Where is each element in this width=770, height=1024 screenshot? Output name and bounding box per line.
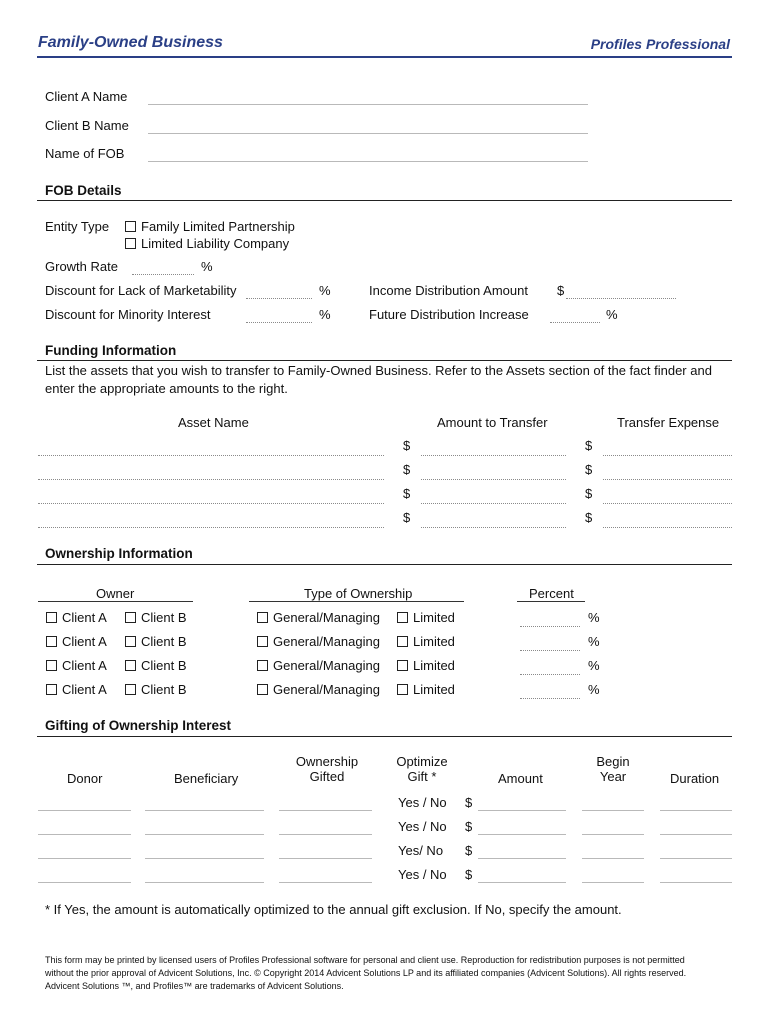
- owner-client-a[interactable]: [46, 610, 107, 625]
- col-optimize-gift: Optimize Gift *: [396, 754, 448, 784]
- type-general-managing-label: General/Managing: [273, 634, 380, 649]
- col-percent: Percent: [529, 586, 574, 601]
- funding-instructions-2: enter the appropriate amounts to the right.: [45, 381, 288, 396]
- owner-client-a[interactable]: [46, 658, 107, 673]
- dollar-sign: $: [465, 819, 473, 834]
- col-begin-year: Begin Year: [596, 754, 630, 784]
- percent-sign: %: [606, 307, 618, 322]
- col-donor: Donor: [67, 771, 103, 786]
- percent-sign: %: [588, 610, 600, 625]
- checkbox-icon[interactable]: [46, 612, 57, 623]
- percent-field[interactable]: [520, 650, 580, 651]
- col-ownership-gifted: Ownership Gifted: [295, 754, 359, 784]
- checkbox-icon[interactable]: [125, 660, 136, 671]
- owner-client-b-label: Client B: [141, 610, 187, 625]
- amount-transfer-field[interactable]: [421, 527, 566, 528]
- beneficiary-field[interactable]: [145, 858, 264, 859]
- owner-client-b[interactable]: [125, 610, 187, 625]
- owner-client-a[interactable]: [46, 682, 107, 697]
- owner-client-b-label: Client B: [141, 682, 187, 697]
- checkbox-icon[interactable]: [46, 660, 57, 671]
- gift-amount-field[interactable]: [478, 858, 566, 859]
- asset-name-field[interactable]: [38, 527, 384, 528]
- section-rule: [37, 736, 732, 737]
- percent-sign: %: [201, 259, 213, 274]
- beneficiary-field[interactable]: [145, 834, 264, 835]
- beneficiary-field[interactable]: [145, 882, 264, 883]
- col-type-ownership: Type of Ownership: [304, 586, 413, 601]
- transfer-expense-field[interactable]: [603, 479, 732, 480]
- checkbox-icon[interactable]: [397, 684, 408, 695]
- ownership-gifted-field[interactable]: [279, 858, 372, 859]
- income-distribution-field[interactable]: [566, 298, 676, 299]
- checkbox-icon[interactable]: [125, 238, 136, 249]
- checkbox-icon[interactable]: [397, 660, 408, 671]
- growth-rate-label: Growth Rate: [45, 259, 118, 274]
- income-distribution-label: Income Distribution Amount: [369, 283, 528, 298]
- footer-line: without the prior approval of Advicent Solutions, Inc. © Copyright 2014 Advicent Solutions LP and its affiliated companies (Advicent Solutions). All rights reserved.: [45, 968, 687, 978]
- entity-option-flp[interactable]: Family Limited Partnership: [125, 219, 295, 234]
- dollar-sign: $: [557, 283, 565, 298]
- owner-client-b-label: Client B: [141, 658, 187, 673]
- client-a-label: Client A Name: [45, 89, 128, 104]
- percent-sign: %: [588, 658, 600, 673]
- checkbox-icon[interactable]: [125, 221, 136, 232]
- dollar-sign: $: [585, 486, 593, 501]
- donor-field[interactable]: [38, 834, 131, 835]
- entity-option-llc[interactable]: Limited Liability Company: [125, 236, 289, 251]
- section-title-funding: Funding Information: [45, 343, 177, 358]
- growth-rate-field[interactable]: [132, 274, 194, 275]
- checkbox-icon[interactable]: [257, 684, 268, 695]
- percent-sign: %: [588, 634, 600, 649]
- col-type-rule: [249, 601, 464, 602]
- section-rule: [37, 200, 732, 201]
- client-a-field[interactable]: [148, 104, 588, 105]
- dollar-sign: $: [465, 867, 473, 882]
- type-limited-label: Limited: [413, 682, 455, 697]
- owner-client-a-label: Client A: [62, 658, 107, 673]
- type-limited-label: Limited: [413, 634, 455, 649]
- checkbox-icon[interactable]: [257, 636, 268, 647]
- beneficiary-field[interactable]: [145, 810, 264, 811]
- section-rule: [37, 360, 732, 361]
- duration-field[interactable]: [660, 882, 732, 883]
- dollar-sign: $: [585, 462, 593, 477]
- dollar-sign: $: [403, 510, 411, 525]
- percent-sign: %: [588, 682, 600, 697]
- optimize-yes-no[interactable]: Yes/ No: [398, 843, 444, 858]
- page-title: Family-Owned Business: [38, 34, 223, 51]
- dollar-sign: $: [403, 462, 411, 477]
- dollar-sign: $: [585, 438, 593, 453]
- fob-name-field[interactable]: [148, 161, 588, 162]
- owner-client-a[interactable]: [46, 634, 107, 649]
- amount-transfer-field[interactable]: [421, 479, 566, 480]
- fob-name-label: Name of FOB: [45, 146, 125, 161]
- ownership-gifted-field[interactable]: [279, 810, 372, 811]
- owner-client-a-label: Client A: [62, 610, 107, 625]
- col-asset-name: Asset Name: [178, 415, 249, 430]
- dollar-sign: $: [465, 843, 473, 858]
- percent-field[interactable]: [520, 674, 580, 675]
- future-distribution-field[interactable]: [550, 322, 600, 323]
- type-general-managing-label: General/Managing: [273, 610, 380, 625]
- duration-field[interactable]: [660, 858, 732, 859]
- transfer-expense-field[interactable]: [603, 503, 732, 504]
- asset-name-field[interactable]: [38, 455, 384, 456]
- type-general-managing-label: General/Managing: [273, 682, 380, 697]
- type-general-managing[interactable]: [257, 658, 380, 673]
- checkbox-icon[interactable]: [46, 684, 57, 695]
- discount-minority-field[interactable]: [246, 322, 312, 323]
- type-limited-label: Limited: [413, 658, 455, 673]
- type-general-managing[interactable]: [257, 610, 380, 625]
- discount-marketability-label: Discount for Lack of Marketability: [45, 283, 237, 298]
- type-limited[interactable]: [397, 610, 455, 625]
- header-rule: [37, 56, 732, 58]
- col-beneficiary: Beneficiary: [174, 771, 239, 786]
- checkbox-icon[interactable]: [257, 660, 268, 671]
- ownership-gifted-field[interactable]: [279, 834, 372, 835]
- section-rule: [37, 564, 732, 565]
- owner-client-b-label: Client B: [141, 634, 187, 649]
- optimize-yes-no[interactable]: Yes / No: [398, 819, 447, 834]
- footer-line: This form may be printed by licensed users of Profiles Professional software for personal and client use. Reproduction for redistribution purposes is not permitted: [45, 955, 685, 965]
- checkbox-icon[interactable]: [397, 636, 408, 647]
- col-amount: Amount: [498, 771, 543, 786]
- checkbox-icon[interactable]: [257, 612, 268, 623]
- col-owner-rule: [38, 601, 193, 602]
- optimize-yes-no[interactable]: Yes / No: [398, 867, 447, 882]
- dollar-sign: $: [403, 438, 411, 453]
- checkbox-icon[interactable]: [125, 636, 136, 647]
- begin-year-field[interactable]: [582, 810, 644, 811]
- client-b-label: Client B Name: [45, 118, 129, 133]
- owner-client-b[interactable]: [125, 682, 187, 697]
- dollar-sign: $: [465, 795, 473, 810]
- percent-sign: %: [319, 283, 331, 298]
- duration-field[interactable]: [660, 810, 732, 811]
- optimize-yes-no[interactable]: Yes / No: [398, 795, 447, 810]
- type-limited[interactable]: [397, 682, 455, 697]
- entity-type-label: Entity Type: [45, 219, 110, 234]
- asset-name-field[interactable]: [38, 479, 384, 480]
- type-general-managing[interactable]: [257, 682, 380, 697]
- owner-client-a-label: Client A: [62, 634, 107, 649]
- future-distribution-label: Future Distribution Increase: [369, 307, 529, 322]
- client-b-field[interactable]: [148, 133, 588, 134]
- ownership-gifted-field[interactable]: [279, 882, 372, 883]
- discount-marketability-field[interactable]: [246, 298, 312, 299]
- gifting-note: * If Yes, the amount is automatically optimized to the annual gift exclusion. If No, specify the amount.: [45, 902, 622, 917]
- col-owner: Owner: [96, 586, 135, 601]
- percent-field[interactable]: [520, 698, 580, 699]
- donor-field[interactable]: [38, 858, 131, 859]
- amount-transfer-field[interactable]: [421, 503, 566, 504]
- col-amount-transfer: Amount to Transfer: [437, 415, 548, 430]
- checkbox-icon[interactable]: [46, 636, 57, 647]
- brand-name: Profiles Professional: [590, 36, 730, 52]
- gift-amount-field[interactable]: [478, 882, 566, 883]
- transfer-expense-field[interactable]: [603, 455, 732, 456]
- percent-field[interactable]: [520, 626, 580, 627]
- footer-line: Advicent Solutions ™, and Profiles™ are trademarks of Advicent Solutions.: [45, 981, 344, 991]
- donor-field[interactable]: [38, 810, 131, 811]
- dollar-sign: $: [403, 486, 411, 501]
- owner-client-b[interactable]: [125, 634, 187, 649]
- begin-year-field[interactable]: [582, 858, 644, 859]
- duration-field[interactable]: [660, 834, 732, 835]
- section-title-fob: FOB Details: [45, 183, 122, 198]
- type-general-managing-label: General/Managing: [273, 658, 380, 673]
- col-percent-rule: [517, 601, 585, 602]
- type-limited[interactable]: [397, 634, 455, 649]
- owner-client-a-label: Client A: [62, 682, 107, 697]
- col-duration: Duration: [670, 771, 720, 786]
- begin-year-field[interactable]: [582, 834, 644, 835]
- owner-client-b[interactable]: [125, 658, 187, 673]
- amount-transfer-field[interactable]: [421, 455, 566, 456]
- funding-instructions: List the assets that you wish to transfer to Family-Owned Business. Refer to the Assets section of the fact finder and: [45, 363, 712, 378]
- section-title-gifting: Gifting of Ownership Interest: [45, 718, 232, 733]
- percent-sign: %: [319, 307, 331, 322]
- dollar-sign: $: [585, 510, 593, 525]
- checkbox-icon[interactable]: [125, 684, 136, 695]
- type-limited[interactable]: [397, 658, 455, 673]
- type-general-managing[interactable]: [257, 634, 380, 649]
- col-transfer-expense: Transfer Expense: [617, 415, 720, 430]
- section-title-ownership: Ownership Information: [45, 546, 193, 561]
- discount-minority-label: Discount for Minority Interest: [45, 307, 211, 322]
- asset-name-field[interactable]: [38, 503, 384, 504]
- type-limited-label: Limited: [413, 610, 455, 625]
- footer-legal: [45, 954, 686, 993]
- donor-field[interactable]: [38, 882, 131, 883]
- checkbox-icon[interactable]: [397, 612, 408, 623]
- gift-amount-field[interactable]: [478, 834, 566, 835]
- transfer-expense-field[interactable]: [603, 527, 732, 528]
- begin-year-field[interactable]: [582, 882, 644, 883]
- gift-amount-field[interactable]: [478, 810, 566, 811]
- checkbox-icon[interactable]: [125, 612, 136, 623]
